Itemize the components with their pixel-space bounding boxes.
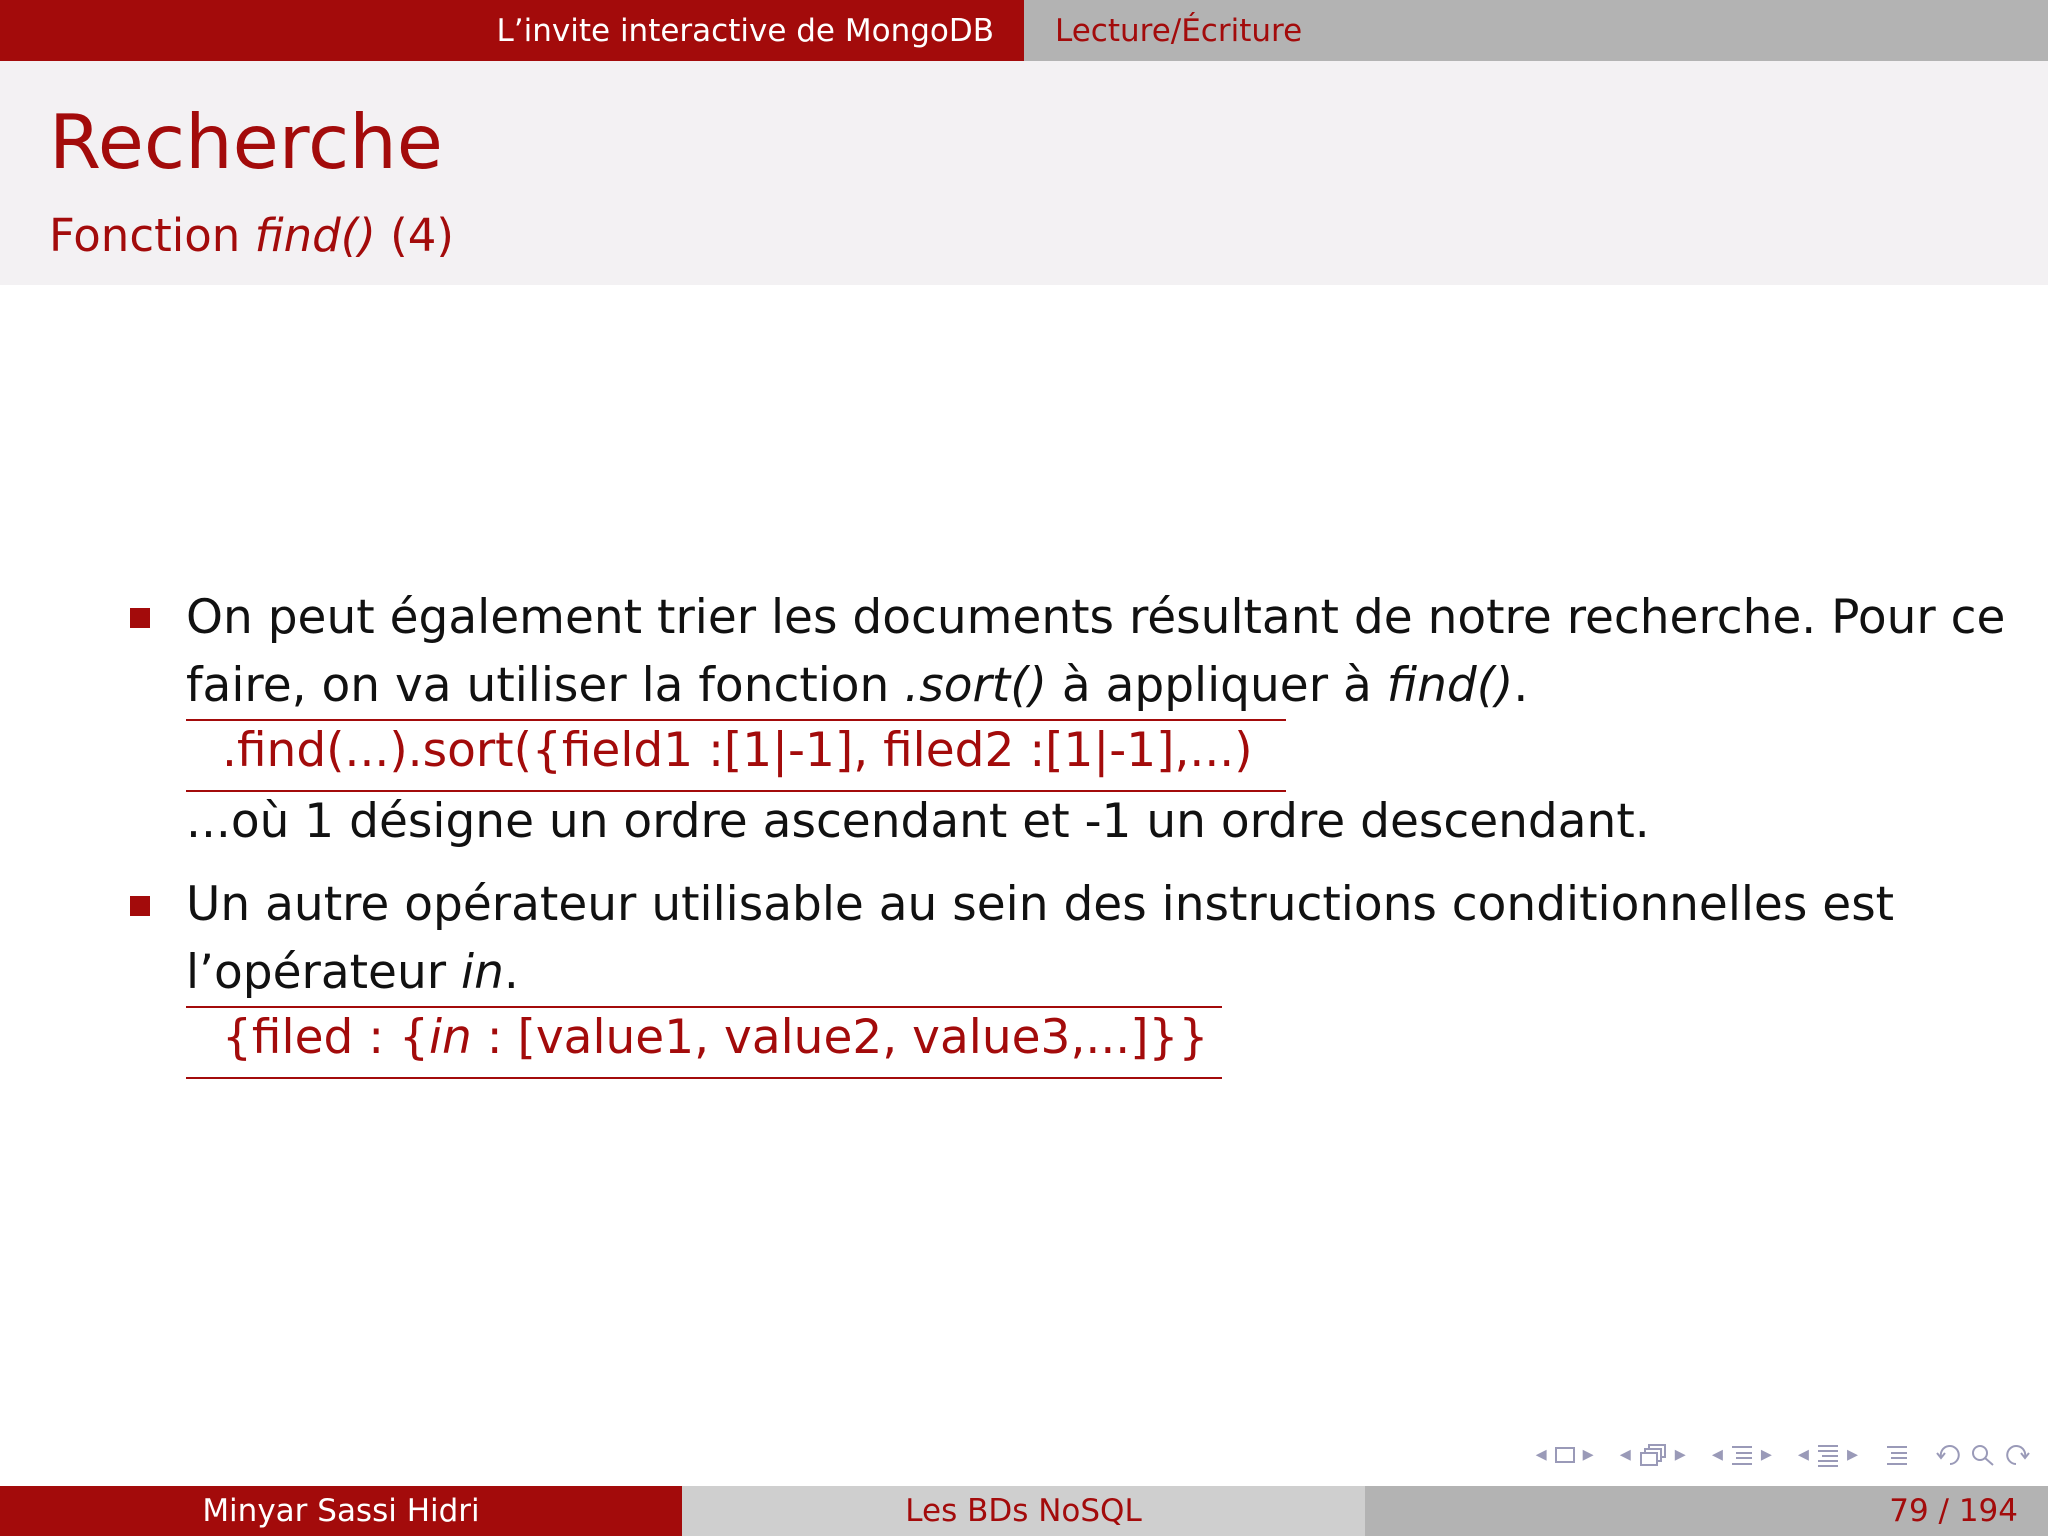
nav-subsection-icon[interactable] [1637,1443,1669,1467]
code-block-sort [186,719,1286,792]
nav-right-arrow-icon[interactable]: ▸ [1582,1442,1594,1467]
presentation-title: Les BDs NoSQL [905,1493,1142,1529]
text-fragment: . [503,945,519,1000]
footer-author [0,1486,682,1536]
text-fragment: l’opérateur [186,945,462,1000]
bullet-1-line-1: On peut également trier les documents résultant de notre recherche. Pour ce [186,590,2006,645]
bullet-marker [130,608,150,628]
nav-outline-group[interactable] [1884,1443,1910,1467]
bullet-1-after: ...où 1 désigne un ordre ascendant et -1 un ordre descendant. [186,794,1650,849]
frame-title: Recherche [49,98,443,186]
find-function-name: find() [1386,658,1514,713]
code-in-operator: in [428,1010,472,1065]
nav-left-arrow-icon[interactable]: ◂ [1797,1442,1809,1467]
nav-outline-icon[interactable] [1884,1443,1910,1467]
nav-left-arrow-icon[interactable]: ◂ [1619,1442,1631,1467]
text-fragment: faire, on va utiliser la fonction [186,658,905,713]
subtitle-suffix: (4) [375,209,454,262]
forward-icon[interactable] [2002,1443,2030,1467]
nav-search-group[interactable] [1936,1443,2030,1467]
text-fragment: à appliquer à [1046,658,1387,713]
nav-frame-group[interactable] [1536,1444,1594,1466]
bullet-2-line-1: Un autre opérateur utilisable au sein des instructions conditionnelles est [186,877,1895,932]
code-fragment: : [value1, value2, value3,...]}} [471,1010,1209,1065]
nav-frame-icon[interactable] [1553,1445,1577,1465]
navigation-symbols [1536,1440,2030,1470]
frame-title-block [0,61,2048,285]
subsection-label: Lecture/Écriture [1055,12,1303,49]
footer-bar [0,1486,2048,1536]
nav-subsection-group[interactable] [1620,1443,1686,1467]
nav-section-icon[interactable] [1729,1443,1755,1467]
bullet-2-line-2 [186,945,519,1000]
code-sort: .find(...).sort({field1 :[1|-1], filed2 :[1|-1],...) [222,723,1253,778]
footer-page [1365,1486,2048,1536]
section-label: L’invite interactive de MongoDB [496,12,994,49]
subsection-link[interactable] [1024,0,2048,61]
sort-function-name: .sort() [904,658,1047,713]
nav-right-arrow-icon[interactable]: ▸ [1846,1442,1858,1467]
nav-section-group[interactable] [1712,1443,1772,1467]
text-fragment: . [1513,658,1529,713]
author-name: Minyar Sassi Hidri [202,1493,480,1529]
back-icon[interactable] [1936,1443,1964,1467]
nav-left-arrow-icon[interactable]: ◂ [1711,1442,1723,1467]
nav-document-group[interactable] [1798,1443,1858,1467]
footer-title [682,1486,1365,1536]
frame-subtitle [49,209,454,262]
code-fragment: {filed : { [222,1010,429,1065]
nav-right-arrow-icon[interactable]: ▸ [1674,1442,1686,1467]
code-block-in [186,1006,1222,1079]
page-number: 79 / 194 [1889,1493,2018,1529]
bullet-1-line-2 [186,658,1529,713]
code-in [222,1010,1209,1065]
subtitle-emphasis: find() [254,209,376,262]
nav-left-arrow-icon[interactable]: ◂ [1535,1442,1547,1467]
section-link[interactable] [0,0,1024,61]
nav-right-arrow-icon[interactable]: ▸ [1760,1442,1772,1467]
nav-document-icon[interactable] [1815,1443,1841,1467]
top-navigation-bar [0,0,2048,61]
subtitle-prefix: Fonction [49,209,255,262]
in-operator-name: in [461,945,504,1000]
bullet-marker [130,896,150,916]
search-icon[interactable] [1970,1443,1996,1467]
